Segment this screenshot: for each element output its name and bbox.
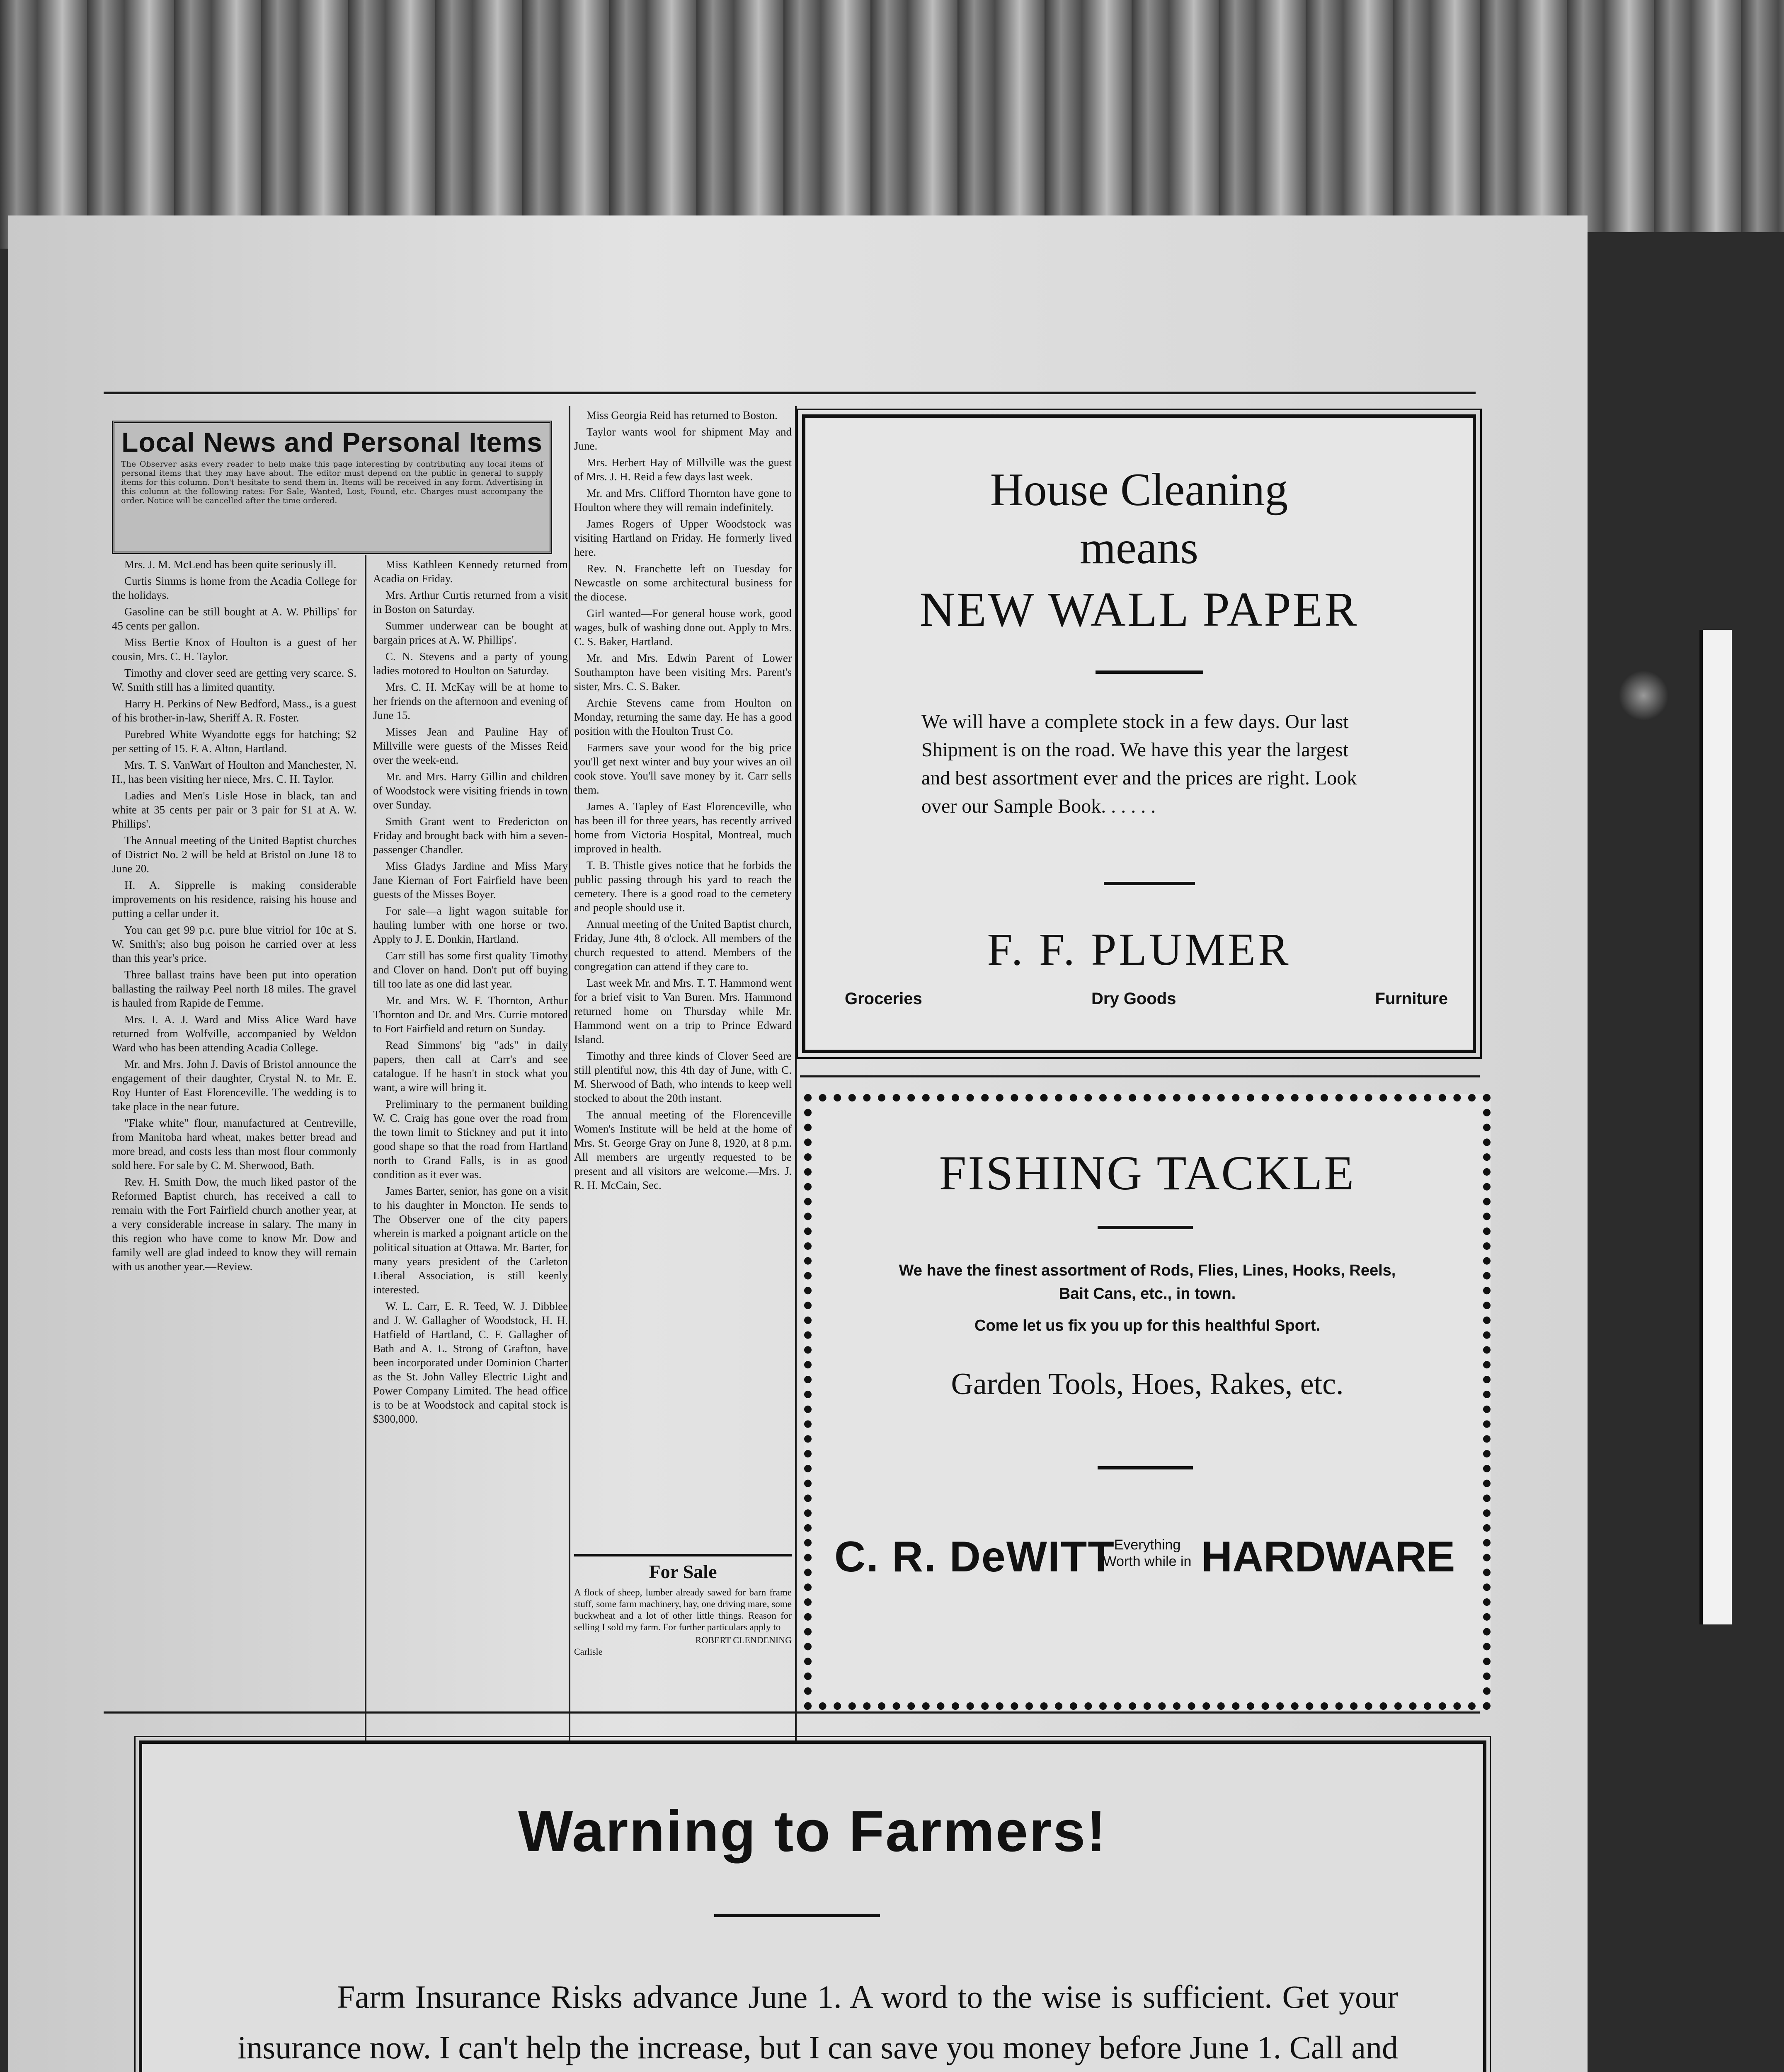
scanner-bar	[1699, 630, 1732, 1624]
for-sale-place: Carlisle	[574, 1646, 603, 1657]
plumer-rule-2	[1104, 882, 1195, 885]
mcleod-title: Warning to Farmers!	[518, 1798, 1107, 1864]
news-item: Purebred White Wyandotte eggs for hatching; $2 per setting of 15. F. A. Alton, Hartland.	[112, 728, 356, 755]
for-sale-signature: ROBERT CLENDENING	[695, 1635, 792, 1645]
news-item: Mrs. T. S. VanWart of Houlton and Manchester, N. H., has been visiting her niece, Mrs. C. H. Taylor.	[112, 759, 356, 785]
news-item: Preliminary to the permanent building W. C. Craig has gone over the road from the town limit to Stickney and put it into good shape so that the road from Hartland north to Grand Falls, is in as good condition as it ever was.	[373, 1098, 568, 1181]
for-sale-body: A flock of sheep, lumber already sawed for barn frame stuff, some farm machinery, hay, one driving mare, some buckwheat and a lot of other little things. Reason for selling I sold my farm. For further particulars apply to	[574, 1587, 792, 1632]
news-item: Gasoline can be still bought at A. W. Phillips' for 45 cents per gallon.	[112, 605, 356, 632]
dewitt-body1: We have the finest assortment of Rods, Flies, Lines, Hooks, Reels, Bait Cans, etc., in town.	[899, 1262, 1396, 1302]
local-news-heading: Local News and Personal Items	[121, 427, 543, 457]
news-item: Mrs. Arthur Curtis returned from a visit in Boston on Saturday.	[373, 589, 568, 615]
news-item: Girl wanted—For general house work, good wages, bulk of washing done out. Apply to Mrs. C. S. Baker, Hartland.	[574, 607, 792, 648]
news-item: Smith Grant went to Fredericton on Friday and brought back with him a seven-passenger Chandler.	[373, 815, 568, 856]
news-item: The Annual meeting of the United Baptist churches of District No. 2 will be held at Bristol on June 18 to June 20.	[112, 834, 356, 875]
news-item: Curtis Simms is home from the Acadia College for the holidays.	[112, 575, 356, 601]
news-item: H. A. Sipprelle is making considerable improvements on his residence, raising his house and putting a cellar under it.	[112, 879, 356, 920]
news-column-3	[574, 408, 792, 1548]
column-rule-3	[795, 406, 797, 1753]
top-rule	[104, 392, 1476, 394]
news-item: James Barter, senior, has gone on a visit to his daughter in Moncton. He sends to The Observer one of the city papers wherein is marked a poignant article on the political situation at Ottawa. Mr. Barter, for many years president of the Carleton Liberal Association, is still keenly interested.	[373, 1185, 568, 1296]
plumer-dept-drygoods: Dry Goods	[1091, 990, 1176, 1008]
plumer-rule-1	[1096, 670, 1203, 674]
news-item: Mrs. C. H. McKay will be at home to her friends on the afternoon and evening of June 15.	[373, 681, 568, 721]
news-item: Mrs. J. M. McLeod has been quite seriously ill.	[124, 558, 337, 571]
for-sale-notice	[574, 1554, 792, 1710]
news-column-1	[112, 557, 356, 1751]
plumer-dept-groceries: Groceries	[845, 990, 922, 1008]
news-item: James A. Tapley of East Florenceville, who has been ill for three years, has recently arrived home from Victoria Hospital, Montreal, much improved in health.	[574, 800, 792, 855]
plumer-ad	[802, 414, 1476, 1053]
news-item: The annual meeting of the Florenceville Women's Institute will be held at the home of Mrs. St. George Gray on June 8, 1920, at 8 p.m. All members are urgently requested to be present and all visitors are welcome.—Mrs. J. R. H. McCain, Sec.	[574, 1109, 792, 1191]
dewitt-trade: HARDWARE	[1201, 1533, 1455, 1581]
news-item: Taylor wants wool for shipment May and June.	[574, 426, 792, 452]
news-item: Miss Georgia Reid has returned to Boston.	[587, 409, 778, 421]
mcleod-ad	[139, 1740, 1486, 2072]
news-item: James Rogers of Upper Woodstock was visiting Hartland on Friday. He formerly lived here.	[574, 518, 792, 558]
news-item: Ladies and Men's Lisle Hose in black, tan and white at 35 cents per pair or 3 pair for $1 at A. W. Phillips'.	[112, 789, 356, 830]
dewitt-title: FISHING TACKLE	[939, 1146, 1356, 1200]
column-rule-1	[365, 555, 366, 1749]
news-item: Timothy and three kinds of Clover Seed are still plentiful now, this 4th day of June, with C. M. Sherwood of Bath, who intends to keep well stocked to about the 20th instant.	[574, 1050, 792, 1104]
news-item: T. B. Thistle gives notice that he forbids the public passing through his yard to reach the cemetery. There is a good road to the cemetery and people should use it.	[574, 859, 792, 914]
news-item: Mr. and Mrs. Harry Gillin and children of Woodstock were visiting friends in town over Sunday.	[373, 770, 568, 811]
news-item: Mr. and Mrs. W. F. Thornton, Arthur Thornton and Dr. and Mrs. Currie motored to Fort Fairfield and return on Sunday.	[373, 994, 568, 1035]
mcleod-body: Farm Insurance Risks advance June 1. A word to the wise is sufficient. Get your insurance now. I can't help the increase, but I can save you money before June 1. Call and	[238, 1979, 1398, 2065]
for-sale-title: For Sale	[649, 1561, 717, 1582]
plumer-body: We will have a complete stock in a few days. Our last Shipment is on the road. We have this year the largest and best assortment ever and the prices are right. Look over our Sample Book. . . . . .	[921, 711, 1357, 817]
news-item: For sale—a light wagon suitable for hauling lumber with one horse or two. Apply to J. E. Donkin, Hartland.	[373, 905, 568, 945]
news-item: Harry H. Perkins of New Bedford, Mass., is a guest of his brother-in-law, Sheriff A. R. Foster.	[112, 697, 356, 724]
news-item: Annual meeting of the United Baptist church, Friday, June 4th, 8 o'clock. All members of the church requested to attend. Members of the congregation can attend if they care to.	[574, 918, 792, 973]
dewitt-tagline: Everything Worth while in	[1103, 1537, 1192, 1569]
news-item: Miss Kathleen Kennedy returned from Acadia on Friday.	[373, 558, 568, 585]
dewitt-rule-1	[1098, 1226, 1193, 1229]
news-item: Rev. N. Franchette left on Tuesday for Newcastle on some architectural business for the diocese.	[574, 562, 792, 603]
news-item: Mrs. I. A. J. Ward and Miss Alice Ward have returned from Wolfville, accompanied by Weldon Ward who has been attending Acadia College.	[112, 1013, 356, 1054]
plumer-line2: means	[1079, 522, 1199, 574]
news-item: Three ballast trains have been put into operation ballasting the railway Peel north 18 miles. The gravel is hauled from Rapide de Femme.	[112, 968, 356, 1009]
news-item: Rev. H. Smith Dow, the much liked pastor of the Reformed Baptist church, has received a call to remain with the Fort Fairfield church another year, at a very considerable increase in salary. The many in this region who have come to know Mr. Dow and family well are glad indeed to know they will remain with us another year.—Review.	[112, 1176, 356, 1273]
plumer-line3: NEW WALL PAPER	[919, 582, 1359, 637]
news-item: Mr. and Mrs. Edwin Parent of Lower Southampton have been visiting Mrs. Parent's sister, Mrs. C. S. Baker.	[574, 652, 792, 692]
news-item: "Flake white" flour, manufactured at Centreville, from Manitoba hard wheat, makes better bread and more bread, and costs less than most flour commonly sold here. For sale by C. M. Sherwood, Bath.	[112, 1117, 356, 1172]
news-item: Miss Gladys Jardine and Miss Mary Jane Kiernan of Fort Fairfield have been guests of the Misses Boyer.	[373, 860, 568, 900]
dewitt-rule-2	[1098, 1466, 1193, 1469]
news-column-2	[373, 557, 568, 1751]
news-item: Mr. and Mrs. John J. Davis of Bristol announce the engagement of their daughter, Crystal N. to Mr. E. Roy Hunter of East Florenceville. The wedding is to take place in the near future.	[112, 1058, 356, 1113]
news-item: Mr. and Mrs. Clifford Thornton have gone to Houlton where they will remain indefinitely.	[574, 487, 792, 513]
news-item: Timothy and clover seed are getting very scarce. S. W. Smith still has a limited quantity.	[112, 667, 356, 693]
plumer-line1: House Cleaning	[990, 464, 1288, 516]
dewitt-body3: Garden Tools, Hoes, Rakes, etc.	[951, 1367, 1344, 1401]
news-item: Miss Bertie Knox of Houlton is a guest of her cousin, Mrs. C. H. Taylor.	[112, 636, 356, 663]
news-item: Archie Stevens came from Houlton on Monday, returning the same day. He has a good position with the Houlton Trust Co.	[574, 697, 792, 737]
background-right	[1583, 232, 1784, 2072]
mid-rule	[800, 1075, 1480, 1077]
news-item: Carr still has some first quality Timothy and Clover on hand. Don't put off buying till too late as one did last year.	[373, 949, 568, 990]
dewitt-name: C. R. DeWITT	[834, 1533, 1115, 1581]
news-item: Farmers save your wood for the big price you'll get next winter and buy your wives an oil cook stove. You'll save money by it. Carr sells them.	[574, 741, 792, 796]
news-item: Last week Mr. and Mrs. T. T. Hammond went for a brief visit to Van Buren. Mrs. Hammond returned home on Thursday while Mr. Hammond went on a trip to Prince Edward Island.	[574, 977, 792, 1046]
dewitt-body2: Come let us fix you up for this healthful Sport.	[974, 1317, 1320, 1334]
plumer-name: F. F. PLUMER	[987, 924, 1291, 975]
plumer-dept-furniture: Furniture	[1375, 990, 1448, 1008]
column-rule-2	[569, 406, 570, 1753]
news-item: You can get 99 p.c. pure blue vitriol for 10c at S. W. Smith's; also bug poison he carried over at less than this year's price.	[112, 924, 356, 964]
news-item: Misses Jean and Pauline Hay of Millville were guests of the Misses Reid over the week-end.	[373, 726, 568, 766]
local-news-masthead	[112, 421, 552, 554]
background-top	[0, 0, 1784, 249]
dewitt-ad	[804, 1094, 1491, 1710]
news-item: W. L. Carr, E. R. Teed, W. J. Dibblee and J. W. Gallagher of Woodstock, H. H. Hatfield of Hartland, C. F. Gallagher of Bath and A. L. Strong of Grafton, have been incorporated under Dominion Charter as the St. John Valley Electric Light and Power Company Limited. The head office is to be at Woodstock and capital stock is $300,000.	[373, 1300, 568, 1425]
mcleod-rule-1	[714, 1914, 880, 1917]
news-item: Mrs. Herbert Hay of Millville was the guest of Mrs. J. H. Reid a few days last week.	[574, 456, 792, 483]
lower-rule	[104, 1711, 1480, 1714]
news-item: Summer underwear can be bought at bargain prices at A. W. Phillips'.	[373, 620, 568, 646]
local-news-intro: The Observer asks every reader to help make this page interesting by contributing any local items of personal items that they may have about. The editor must depend on the public in general to supply items for this column. Don't hesitate to send them in. Items will be received in any form. Advertising in this column at the following rates: For Sale, Wanted, Lost, Found, etc. Charges must accompany the order. Notice will be cancelled after the time ordered.	[121, 460, 543, 505]
news-item: Read Simmons' big "ads" in daily papers, then call at Carr's and see catalogue. If he hasn't in stock what you want, a wire will bring it.	[373, 1039, 568, 1094]
news-item: C. N. Stevens and a party of young ladies motored to Houlton on Saturday.	[373, 650, 568, 677]
